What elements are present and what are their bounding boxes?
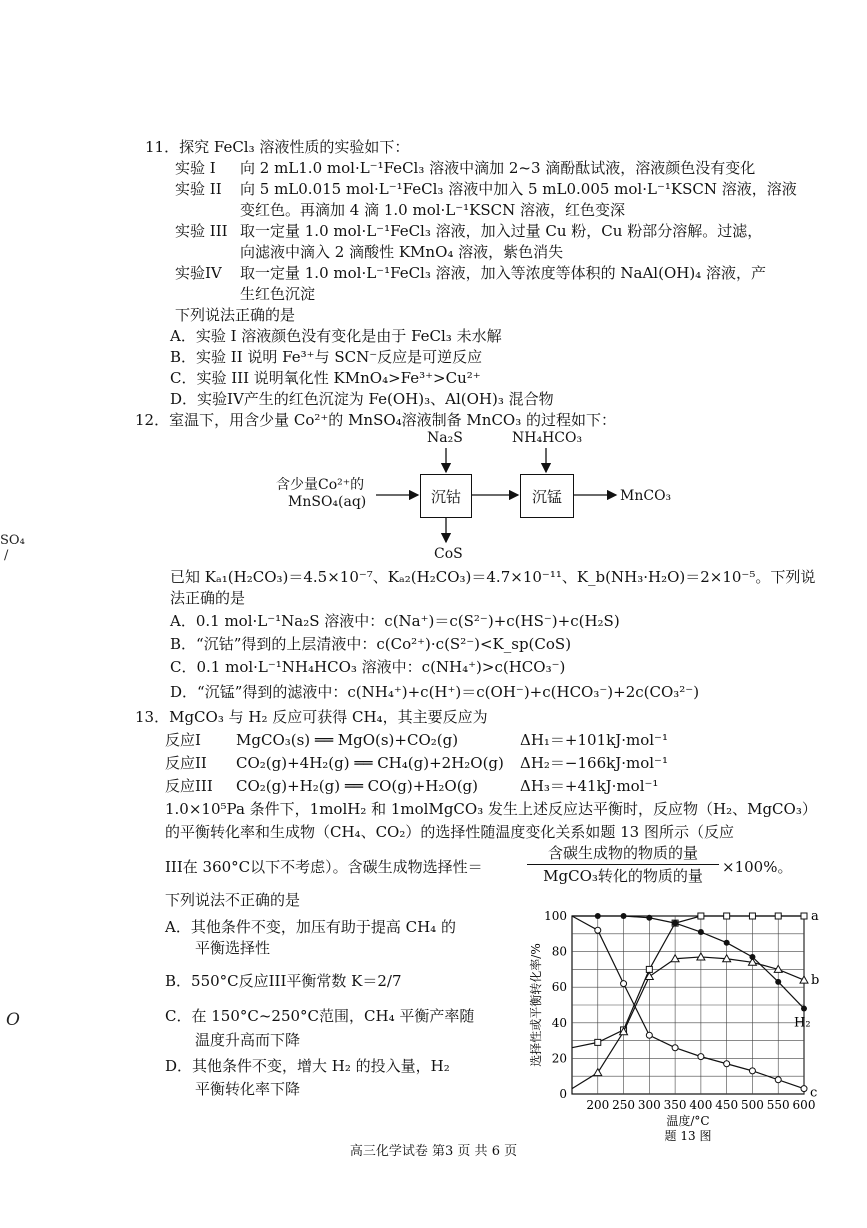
q12-known-line2: 法正确的是 — [170, 589, 246, 607]
data-point — [800, 976, 808, 983]
data-point — [698, 1054, 704, 1060]
q13-paragraph-line3: III在 360°C以下不考虑）。含碳生成物选择性＝ — [165, 858, 483, 876]
series-label-2: H₂ — [794, 1015, 811, 1031]
q13-r1-equation: MgCO₃(s) ══ MgO(s)+CO₂(g) — [236, 731, 459, 749]
q12-option-d: D．“沉锰”得到的滤液中：c(NH₄⁺)+c(H⁺)＝c(OH⁻)+c(HCO₃⁻)+2c(CO₃²⁻) — [170, 683, 700, 701]
q13-r2-enthalpy: ΔH₂＝−166kJ·mol⁻¹ — [520, 754, 668, 772]
data-point — [801, 1006, 807, 1012]
y-tick-label: 60 — [551, 980, 567, 995]
data-point — [672, 920, 678, 926]
q13-stem: 13．MgCO₃ 与 H₂ 反应可获得 CH₄，其主要反应为 — [135, 708, 488, 726]
equilibrium-chart — [520, 900, 820, 1160]
data-point — [621, 913, 627, 919]
series-label-0: a — [811, 909, 819, 924]
flow-reagent-na2s: Na₂S — [427, 430, 463, 446]
y-axis-label: 选择性或平衡转化率/% — [529, 943, 543, 1067]
q11-exp3-text2: 向滤液中滴入 2 滴酸性 KMnO₄ 溶液，紫色消失 — [240, 243, 564, 261]
data-point — [724, 1061, 730, 1067]
y-tick-label: 20 — [551, 1051, 567, 1066]
q13-ask: 下列说法不正确的是 — [165, 891, 301, 909]
data-point — [672, 1045, 678, 1051]
data-point — [595, 913, 601, 919]
data-point — [621, 981, 627, 987]
x-tick-label: 600 — [792, 1098, 816, 1112]
flow-arrows — [0, 0, 867, 600]
y-tick-label: 80 — [551, 944, 567, 959]
q13-option-d-line2: 平衡转化率下降 — [195, 1080, 301, 1098]
margin-slash: / — [4, 548, 9, 563]
q12-option-b: B．“沉钴”得到的上层清液中：c(Co²⁺)·c(S²⁻)<K_sp(CoS) — [170, 635, 572, 653]
q13-r2-label: 反应II — [165, 754, 207, 772]
q13-r3-label: 反应III — [165, 777, 213, 795]
series-label-3: c — [810, 1085, 818, 1101]
page-footer: 高三化学试卷 第3 页 共 6 页 — [349, 1144, 518, 1159]
q11-option-b: B．实验 II 说明 Fe³⁺与 SCN⁻反应是可逆反应 — [170, 348, 483, 366]
data-point — [749, 913, 755, 919]
series-line-0 — [572, 916, 804, 1048]
q11-exp1-text: 向 2 mL1.0 mol·L⁻¹FeCl₃ 溶液中滴加 2~3 滴酚酞试液，溶液颜色没有变化 — [240, 159, 756, 177]
q13-option-c-line1: C．在 150°C~250°C范围，CH₄ 平衡产率随 — [165, 1007, 475, 1025]
q12-stem: 12．室温下，用含少量 Co²⁺的 MnSO₄溶液制备 MnCO₃ 的过程如下： — [135, 411, 617, 429]
q12-option-c: C．0.1 mol·L⁻¹NH₄HCO₃ 溶液中：c(NH₄⁺)>c(HCO₃⁻) — [170, 658, 566, 676]
figure-caption: 题 13 图 — [664, 1129, 712, 1143]
q11-exp4-label: 实验IV — [175, 264, 222, 282]
q13-r3-equation: CO₂(g)+H₂(g) ══ CO(g)+H₂O(g) — [236, 777, 479, 795]
fraction-numerator: 含碳生成物的物质的量 — [547, 844, 698, 862]
data-point — [801, 913, 807, 919]
q13-option-d-line1: D．其他条件不变，增大 H₂ 的投入量，H₂ — [165, 1057, 450, 1075]
fraction-denominator: MgCO₃转化的物质的量 — [543, 867, 703, 885]
x-tick-label: 400 — [689, 1098, 713, 1112]
margin-mark-so4: SO₄ — [0, 533, 25, 548]
q11-option-a: A．实验 I 溶液颜色没有变化是由于 FeCl₃ 未水解 — [170, 327, 502, 345]
q11-stem: 11．探究 FeCl₃ 溶液性质的实验如下： — [145, 138, 410, 156]
flow-feed-line1: 含少量Co²⁺的 — [276, 477, 365, 493]
data-point — [749, 1068, 755, 1074]
q11-exp4-text2: 生红色沉淀 — [240, 285, 316, 303]
data-point — [646, 915, 652, 921]
y-tick-label: 40 — [551, 1015, 567, 1030]
q13-r1-label: 反应I — [165, 731, 201, 749]
q11-exp2-text1: 向 5 mL0.015 mol·L⁻¹FeCl₃ 溶液中加入 5 mL0.005 mol·L⁻¹KSCN 溶液，溶液 — [240, 180, 797, 198]
q12-option-a: A．0.1 mol·L⁻¹Na₂S 溶液中：c(Na⁺)＝c(S²⁻)+c(HS⁻)+c(H₂S) — [170, 612, 620, 630]
q13-paragraph-line1: 1.0×10⁵Pa 条件下，1molH₂ 和 1molMgCO₃ 发生上述反应达平衡时，反应物（H₂、MgCO₃） — [165, 800, 817, 818]
q13-r3-enthalpy: ΔH₃＝+41kJ·mol⁻¹ — [520, 777, 659, 795]
q13-option-b: B．550°C反应III平衡常数 K＝2/7 — [165, 972, 402, 990]
flow-box-cobalt-label: 沉钴 — [430, 487, 461, 506]
x-tick-label: 550 — [766, 1098, 790, 1112]
fraction-tail: ×100%。 — [722, 858, 793, 876]
x-tick-label: 500 — [740, 1098, 764, 1112]
x-tick-label: 200 — [586, 1098, 610, 1112]
data-point — [594, 1069, 602, 1076]
data-point — [749, 954, 755, 960]
q11-exp1-label: 实验 I — [175, 159, 216, 177]
data-point — [775, 979, 781, 985]
data-point — [724, 913, 730, 919]
data-point — [801, 1086, 807, 1092]
q11-exp3-label: 实验 III — [175, 222, 228, 240]
series-line-2 — [572, 916, 804, 1009]
q11-exp2-label: 实验 II — [175, 180, 222, 198]
q12-known-line1: 已知 Kₐ₁(H₂CO₃)＝4.5×10⁻⁷、Kₐ₂(H₂CO₃)＝4.7×10⁻¹¹、K_b(NH₃·H₂O)＝2×10⁻⁵。下列说 — [170, 568, 816, 586]
q11-exp4-text1: 取一定量 1.0 mol·L⁻¹FeCl₃ 溶液，加入等浓度等体积的 NaAl(OH)₄ 溶液，产 — [240, 264, 766, 282]
x-tick-label: 450 — [715, 1098, 739, 1112]
x-tick-label: 300 — [637, 1098, 661, 1112]
data-point — [595, 1039, 601, 1045]
flow-reagent-nh4hco3: NH₄HCO₃ — [512, 430, 583, 446]
selectivity-fraction — [523, 843, 723, 886]
data-point — [646, 1032, 652, 1038]
flow-box-manganese-label: 沉锰 — [531, 487, 562, 506]
flow-product: MnCO₃ — [620, 488, 672, 504]
data-point — [646, 966, 652, 972]
q11-option-c: C．实验 III 说明氧化性 KMnO₄>Fe³⁺>Cu²⁺ — [170, 369, 481, 387]
flow-byproduct: CoS — [434, 546, 463, 562]
q13-r2-equation: CO₂(g)+4H₂(g) ══ CH₄(g)+2H₂O(g) — [236, 754, 504, 772]
series-label-1: b — [811, 973, 820, 989]
data-point — [775, 913, 781, 919]
q13-option-c-line2: 温度升高而下降 — [195, 1031, 301, 1049]
y-tick-label: 100 — [544, 909, 567, 923]
x-tick-label: 350 — [663, 1098, 687, 1112]
fraction-bar — [527, 864, 719, 865]
y-tick-label: 0 — [559, 1087, 567, 1101]
q13-option-a-line2: 平衡选择性 — [195, 939, 271, 957]
flow-feed-line2: MnSO₄(aq) — [288, 494, 367, 510]
data-point — [698, 929, 704, 935]
q13-option-a-line1: A．其他条件不变，加压有助于提高 CH₄ 的 — [165, 918, 456, 936]
x-axis-label: 温度/°C — [666, 1114, 710, 1128]
q11-exp2-text2: 变红色。再滴加 4 滴 1.0 mol·L⁻¹KSCN 溶液，红色变深 — [240, 201, 626, 219]
q11-option-d: D．实验IV产生的红色沉淀为 Fe(OH)₃、Al(OH)₃ 混合物 — [170, 390, 554, 408]
data-point — [697, 953, 705, 960]
data-point — [595, 927, 601, 933]
margin-mark-o: O — [6, 1010, 20, 1030]
q11-exp3-text1: 取一定量 1.0 mol·L⁻¹FeCl₃ 溶液，加入过量 Cu 粉，Cu 粉部分溶解。过滤， — [240, 222, 763, 240]
q11-ask: 下列说法正确的是 — [175, 306, 296, 324]
data-point — [698, 913, 704, 919]
x-tick-label: 250 — [612, 1098, 636, 1112]
q13-paragraph-line2: 的平衡转化率和生成物（CH₄、CO₂）的选择性随温度变化关系如题 13 图所示（反应 — [165, 823, 734, 841]
series-line-3 — [572, 916, 804, 1089]
data-point — [724, 940, 730, 946]
q13-r1-enthalpy: ΔH₁＝+101kJ·mol⁻¹ — [520, 731, 668, 749]
data-point — [775, 1077, 781, 1083]
